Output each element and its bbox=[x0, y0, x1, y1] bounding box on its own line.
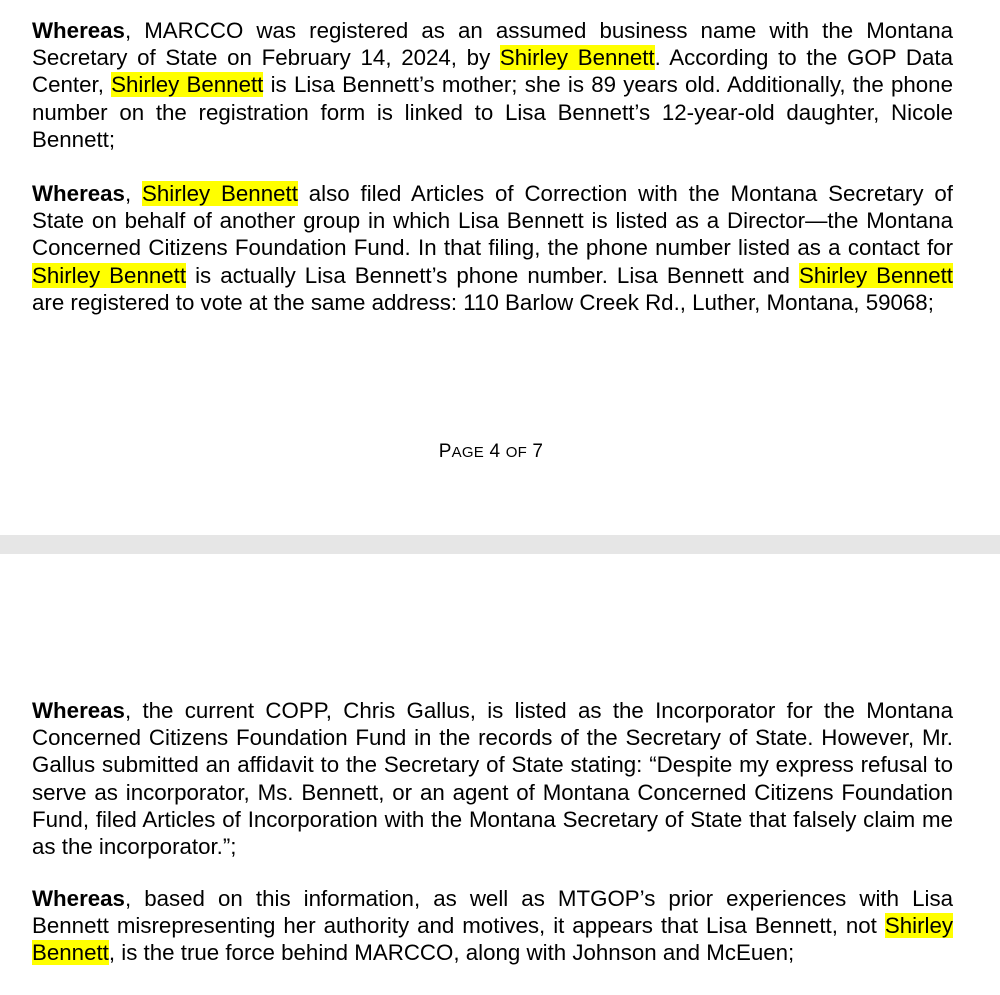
text-segment: is Lisa Bennett’s mother; she is 89 years old. Additionally, the phone number on the registration form is linked to Lisa Bennett’s 12-year-old daughter, Nicole Bennett; bbox=[32, 72, 953, 152]
highlighted-name: Shirley Bennett bbox=[32, 913, 953, 966]
text-segment: , based on this information, as well as MTGOP’s prior experiences with Lisa Bennett misrepresenting her authority and motives, it appears that Lisa Bennett, not bbox=[32, 886, 953, 939]
text-segment: also filed Articles of Correction with the Montana Secretary of State on behalf of another group in which Lisa Bennett is listed as a Director—the Montana Concerned Citizens Foundation Fund. In that filing, the phone number listed as a contact for bbox=[32, 181, 953, 261]
text-segment: , MARCCO was registered as an assumed business name with the Montana Secretary of State on February 14, 2024, by bbox=[32, 18, 953, 71]
highlighted-name: Shirley Bennett bbox=[111, 72, 264, 98]
text-segment: is actually Lisa Bennett’s phone number. Lisa Bennett and bbox=[186, 262, 799, 288]
current-page-number: 4 bbox=[489, 441, 501, 462]
document-page-bottom bbox=[0, 554, 1000, 995]
text-segment: , bbox=[124, 181, 143, 206]
total-page-count: 7 bbox=[532, 441, 544, 462]
paragraph-whereas-marcco-registration bbox=[32, 17, 953, 153]
paragraph-whereas-articles-of-correction bbox=[32, 180, 953, 316]
paragraph-whereas-copp-gallus bbox=[32, 697, 953, 860]
paragraph-lead: Whereas bbox=[32, 698, 125, 723]
highlighted-name: Shirley Bennett bbox=[499, 45, 655, 71]
highlighted-name: Shirley Bennett bbox=[32, 262, 187, 288]
text-segment: , the current COPP, Chris Gallus, is listed as the Incorporator for the Montana Concerned Citizens Foundation Fund in the records of the Secretary of State. However, Mr. Gallus submitted an affidavit to the Secretary of State stating: “Despite my express refusal to serve as incorporator, Ms. Bennett, or an agent of Montana Concerned Citizens Foundation Fund, filed Articles of Incorporation with the Montana Secretary of State that falsely claim me as the incorporator.”; bbox=[32, 698, 953, 860]
paragraph-lead: Whereas bbox=[32, 18, 125, 43]
text-segment: . According to the GOP Data Center, bbox=[32, 45, 953, 98]
paragraph-lead: Whereas bbox=[32, 886, 125, 911]
text-segment: are registered to vote at the same address: 110 Barlow Creek Rd., Luther, Montana, 59068; bbox=[32, 289, 934, 315]
page-word-rest: AGE bbox=[451, 444, 484, 461]
highlighted-name: Shirley Bennett bbox=[142, 181, 298, 206]
page-number-footer bbox=[0, 441, 982, 463]
of-word: OF bbox=[505, 444, 527, 461]
text-segment: , is the true force behind MARCCO, along with Johnson and McEuen; bbox=[108, 940, 795, 966]
page-separator bbox=[0, 535, 1000, 554]
page-word-initial: P bbox=[438, 441, 452, 462]
highlighted-name: Shirley Bennett bbox=[798, 262, 953, 288]
paragraph-whereas-true-force bbox=[32, 885, 953, 967]
paragraph-lead: Whereas bbox=[32, 181, 125, 206]
